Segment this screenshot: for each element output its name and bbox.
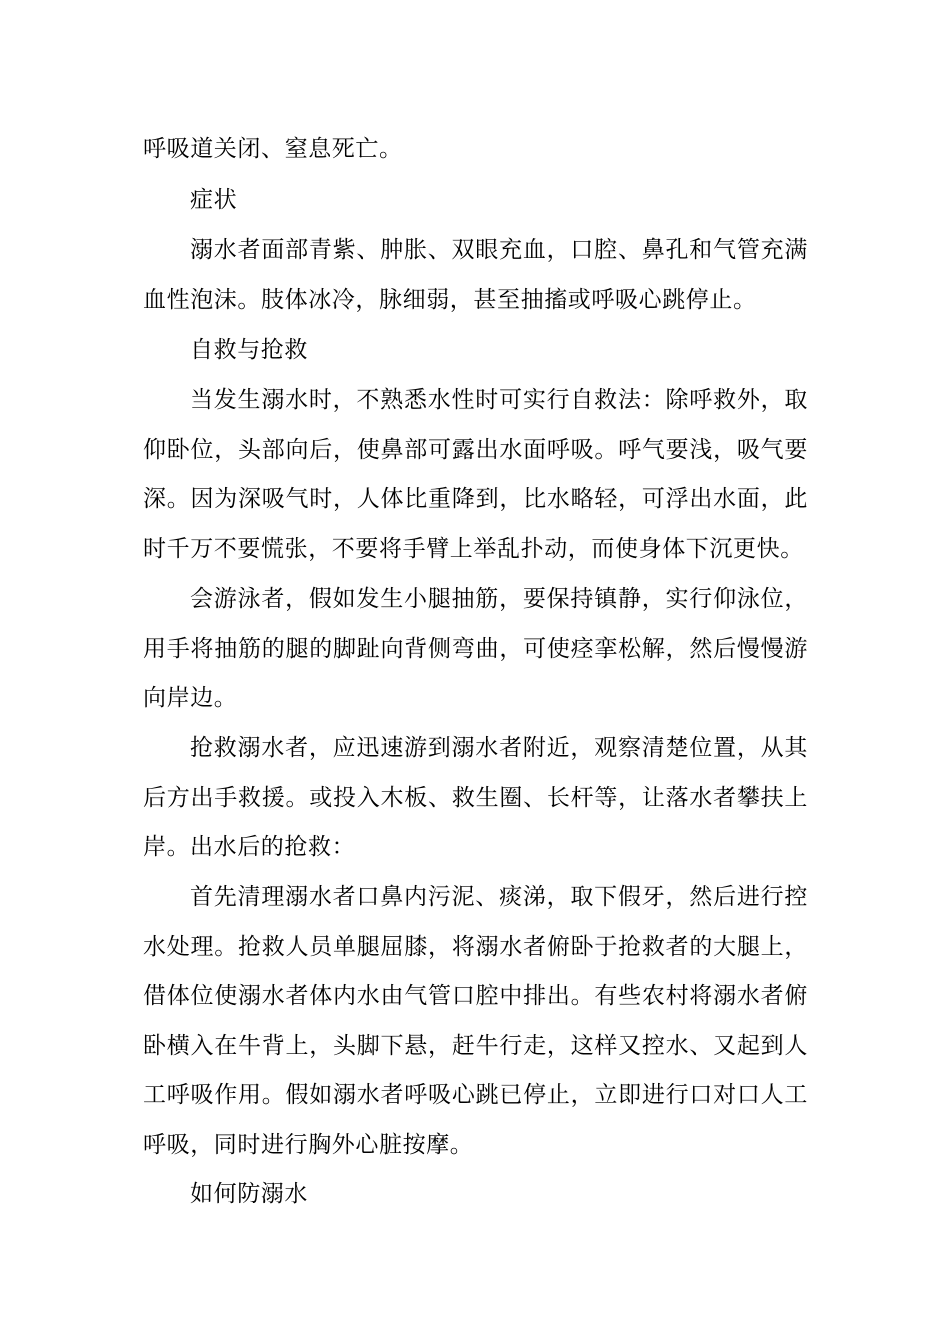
paragraph-symptoms: 溺水者面部青紫、肿胀、双眼充血，口腔、鼻孔和气管充满血性泡沫。肢体冰冷，脉细弱，甚至抽搐或呼吸心跳停止。 xyxy=(143,237,808,313)
paragraph-swimmer-cramp: 会游泳者，假如发生小腿抽筋，要保持镇静，实行仰泳位，用手将抽筋的腿的脚趾向背侧弯曲，可使痉挛松解，然后慢慢游向岸边。 xyxy=(143,586,808,711)
section-heading-prevention: 如何防溺水 xyxy=(190,1181,308,1207)
paragraph-self-rescue: 当发生溺水时，不熟悉水性时可实行自救法：除呼救外，取仰卧位，头部向后，使鼻部可露出水面呼吸。呼气要浅，吸气要深。因为深吸气时，人体比重降到，比水略轻，可浮出水面，此时千万不要慌张，不要将手臂上举乱扑动，而使身体下沉更快。 xyxy=(143,387,808,562)
section-heading-symptoms: 症状 xyxy=(190,187,238,213)
section-heading-after-rescue: 出水后的抢救： xyxy=(190,834,356,860)
paragraph-continuation: 呼吸道关闭、窒息死亡。 xyxy=(143,136,403,162)
paragraph-after-rescue: 首先清理溺水者口鼻内污泥、痰涕，取下假牙，然后进行控水处理。抢救人员单腿屈膝，将溺水者俯卧于抢救者的大腿上，借体位使溺水者体内水由气管口腔中排出。有些农村将溺水者俯卧横入在牛背上，头脚下悬，赶牛行走，这样又控水、又起到人工呼吸作用。假如溺水者呼吸心跳已停止，立即进行口对口人工呼吸，同时进行胸外心脏按摩。 xyxy=(143,884,808,1158)
section-heading-self-rescue: 自救与抢救 xyxy=(190,337,308,363)
paragraph-rescue-others: 抢救溺水者，应迅速游到溺水者附近，观察清楚位置，从其后方出手救援。或投入木板、救生圈、长杆等，让落水者攀扶上岸。 xyxy=(143,735,808,860)
